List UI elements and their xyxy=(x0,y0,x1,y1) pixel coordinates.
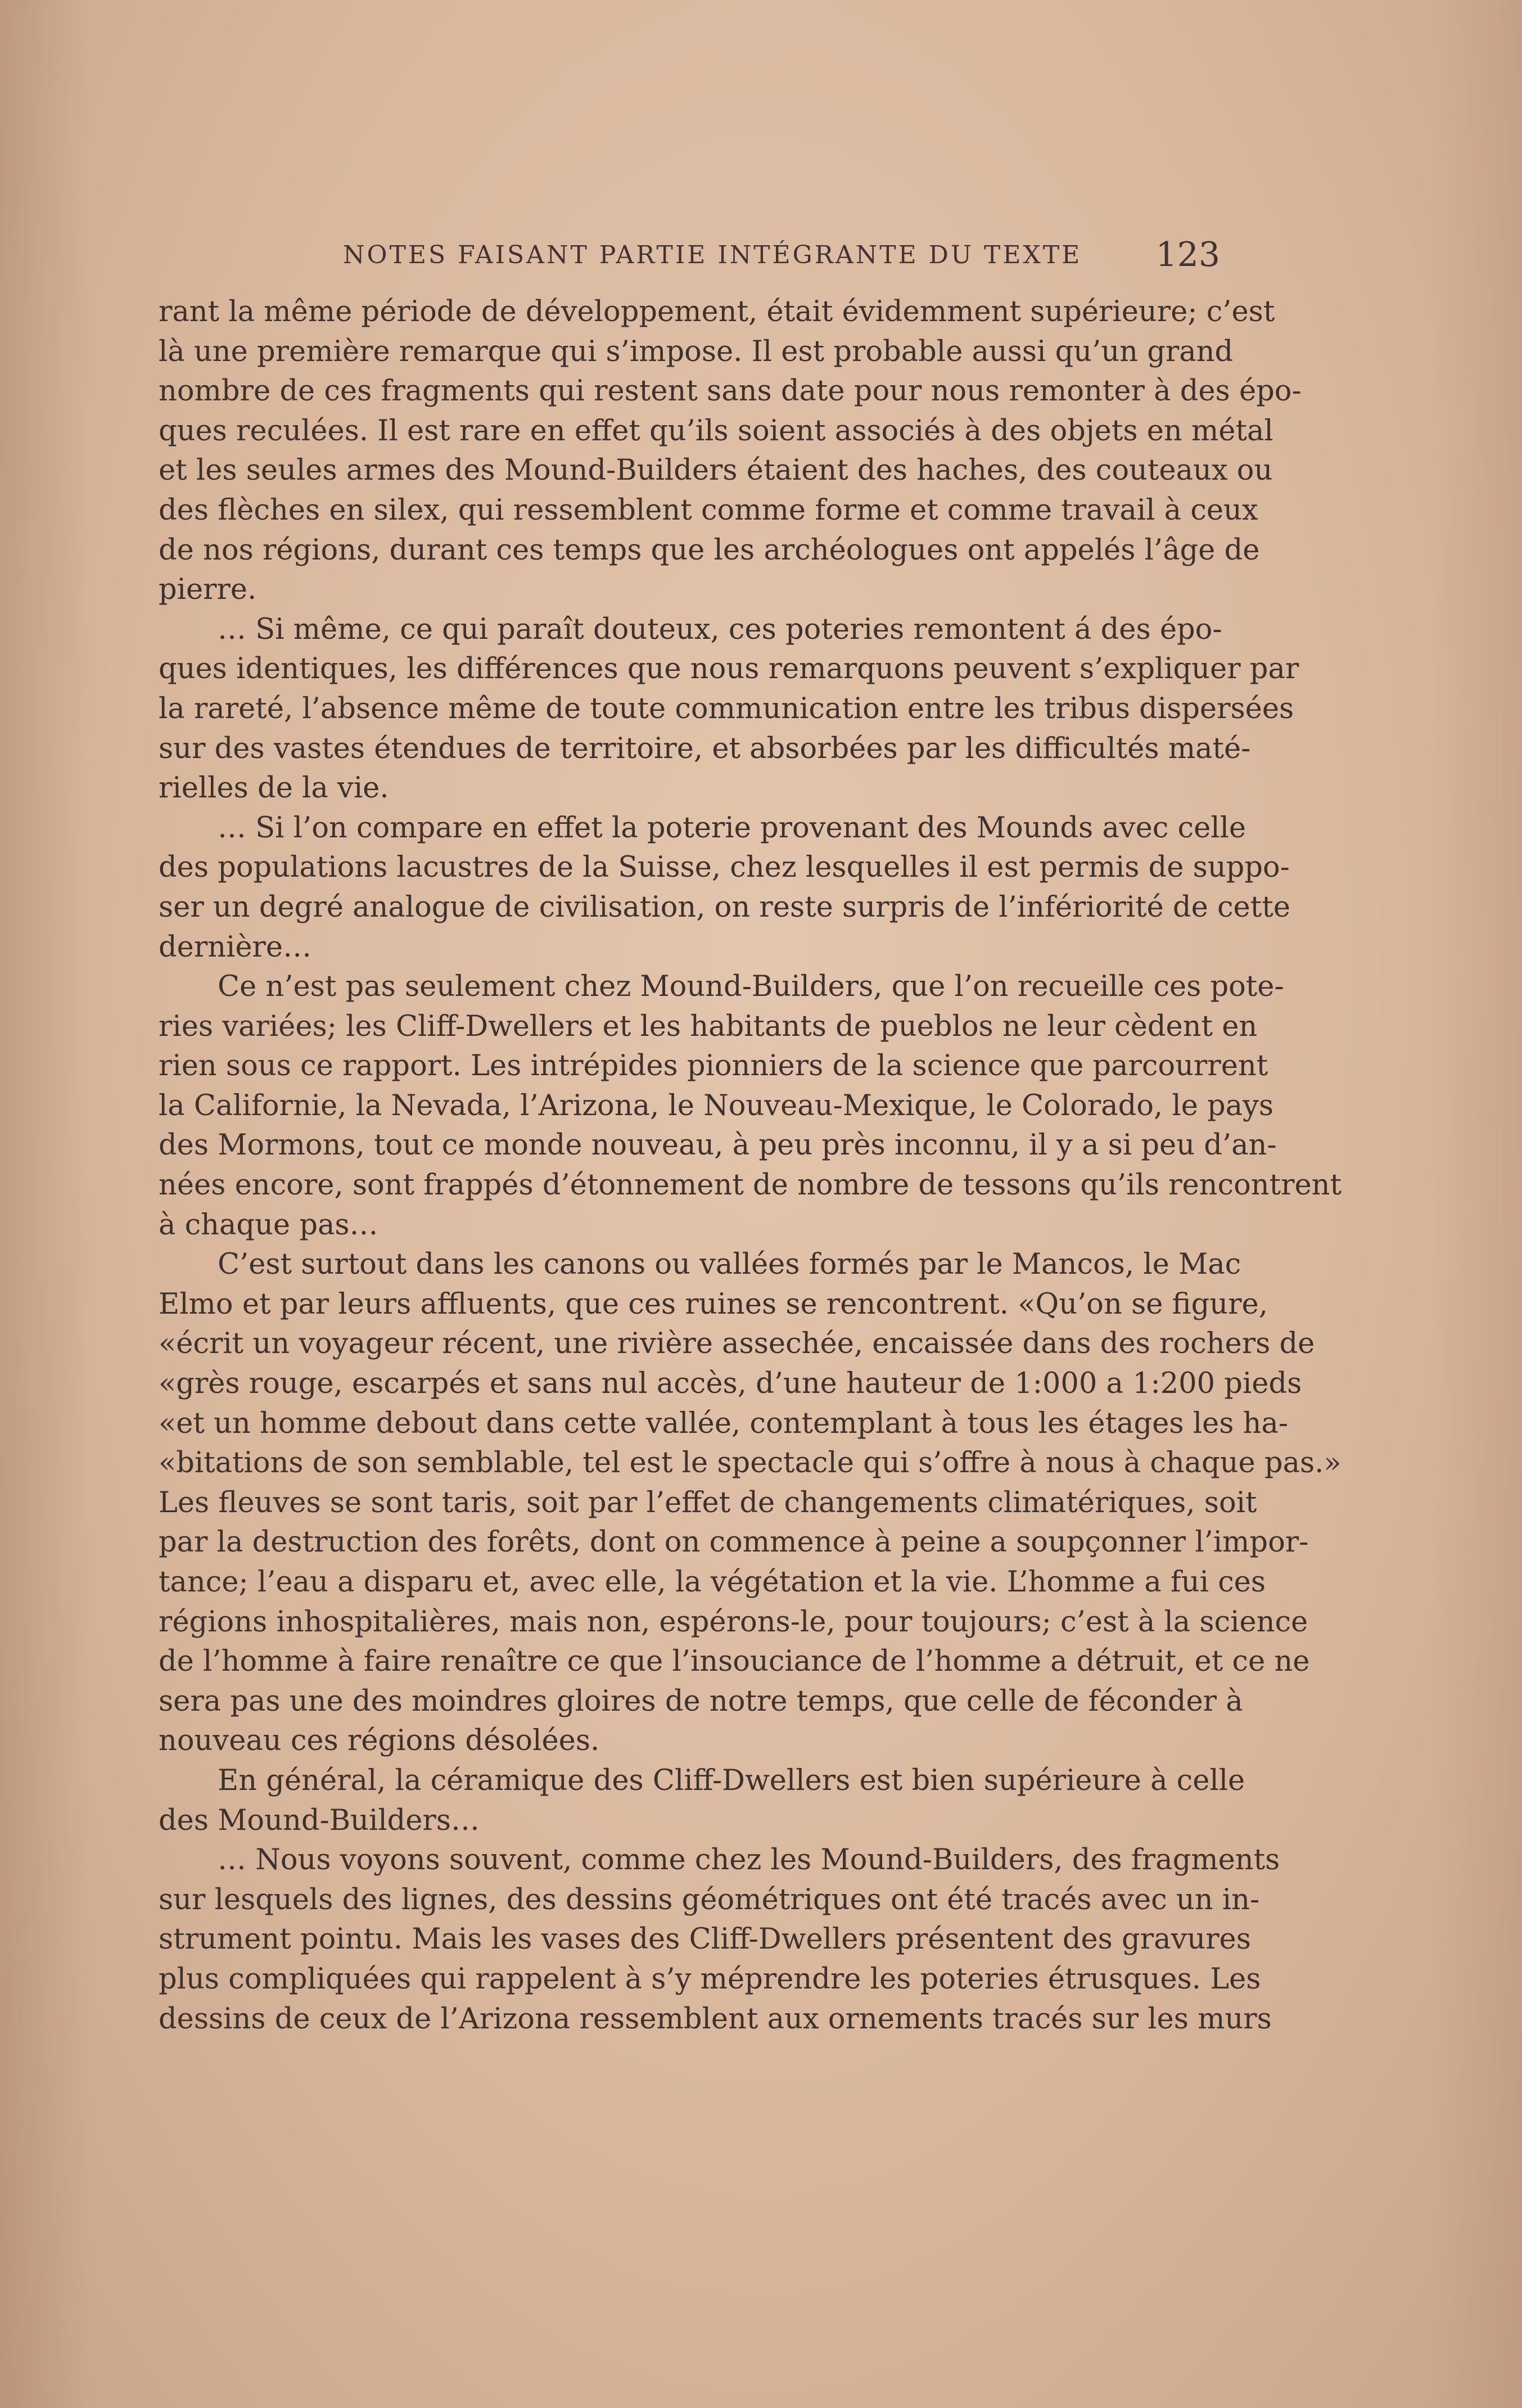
text-line: pierre. xyxy=(159,573,257,607)
text-line: ser un degré analogue de civilisation, on reste surpris de l’infériorité de cette xyxy=(159,890,1290,924)
text-line: Elmo et par leurs affluents, que ces ruines se rencontrent. «Qu’on se figure, xyxy=(159,1287,1268,1321)
text-line: nombre de ces fragments qui restent sans date pour nous remonter à des épo- xyxy=(159,375,1302,408)
text-line: … Si l’on compare en effet la poterie provenant des Mounds avec celle xyxy=(218,811,1246,845)
body-text xyxy=(159,292,1342,2039)
text-line: tance; l’eau a disparu et, avec elle, la végétation et la vie. L’homme a fui ces xyxy=(159,1566,1266,1599)
text-line: là une première remarque qui s’impose. Il est probable aussi qu’un grand xyxy=(159,335,1234,368)
text-line: Les fleuves se sont taris, soit par l’effet de changements climatériques, soit xyxy=(159,1486,1257,1519)
text-line: dessins de ceux de l’Arizona ressemblent aux ornements tracés sur les murs xyxy=(159,2002,1272,2036)
text-line: «et un homme debout dans cette vallée, contemplant à tous les étages les ha- xyxy=(159,1406,1289,1440)
text-line: rien sous ce rapport. Les intrépides pionniers de la science que parcourrent xyxy=(159,1049,1268,1083)
text-line: … Nous voyons souvent, comme chez les Mound-Builders, des fragments xyxy=(218,1843,1280,1877)
text-line: ries variées; les Cliff-Dwellers et les habitants de pueblos ne leur cèdent en xyxy=(159,1009,1258,1043)
page-header xyxy=(157,235,1226,280)
text-line: C’est surtout dans les canons ou vallées formés par le Mancos, le Mac xyxy=(218,1248,1241,1282)
text-line: En général, la céramique des Cliff-Dwellers est bien supérieure à celle xyxy=(218,1764,1245,1797)
text-line: de l’homme à faire renaître ce que l’insouciance de l’homme a détruit, et ce ne xyxy=(159,1645,1310,1679)
text-line: à chaque pas… xyxy=(159,1208,378,1242)
text-line: régions inhospitalières, mais non, espérons-le, pour toujours; c’est à la science xyxy=(159,1605,1308,1639)
text-line: «bitations de son semblable, tel est le spectacle qui s’offre à nous à chaque pas.» xyxy=(159,1446,1342,1480)
text-line: … Si même, ce qui paraît douteux, ces poteries remontent á des épo- xyxy=(218,612,1222,646)
text-line: de nos régions, durant ces temps que les archéologues ont appelés l’âge de xyxy=(159,533,1260,567)
text-line: des populations lacustres de la Suisse, chez lesquelles il est permis de suppo- xyxy=(159,851,1290,885)
text-line: rielles de la vie. xyxy=(159,772,389,805)
text-line: Ce n’est pas seulement chez Mound-Builders, que l’on recueille ces pote- xyxy=(218,970,1284,1004)
text-line: plus compliquées qui rappelent à s’y méprendre les poteries étrusques. Les xyxy=(159,1962,1261,1996)
text-line: la rareté, l’absence même de toute communication entre les tribus dispersées xyxy=(159,692,1294,725)
running-title: NOTES FAISANT PARTIE INTÉGRANTE DU TEXTE xyxy=(343,241,1082,269)
text-line: sur lesquels des lignes, des dessins géométriques ont été tracés avec un in- xyxy=(159,1883,1260,1917)
text-line: ques identiques, les différences que nous remarquons peuvent s’expliquer par xyxy=(159,652,1299,686)
text-line: des flèches en silex, qui ressemblent comme forme et comme travail à ceux xyxy=(159,493,1258,527)
text-line: sur des vastes étendues de territoire, et absorbées par les difficultés maté- xyxy=(159,732,1251,765)
text-line: des Mormons, tout ce monde nouveau, à peu près inconnu, il y a si peu d’an- xyxy=(159,1129,1277,1162)
text-line: et les seules armes des Mound-Builders étaient des haches, des couteaux ou xyxy=(159,454,1273,488)
text-line: par la destruction des forêts, dont on commence à peine a soupçonner l’impor- xyxy=(159,1526,1309,1559)
text-line: sera pas une des moindres gloires de notre temps, que celle de féconder à xyxy=(159,1684,1243,1718)
text-line: rant la même période de développement, était évidemment supérieure; c’est xyxy=(159,295,1275,328)
text-line: nées encore, sont frappés d’étonnement de nombre de tessons qu’ils rencontrent xyxy=(159,1169,1342,1202)
page-number: 123 xyxy=(1155,235,1220,274)
text-line: dernière… xyxy=(159,930,312,964)
text-line: «grès rouge, escarpés et sans nul accès, d’une hauteur de 1:000 a 1:200 pieds xyxy=(159,1367,1302,1401)
text-line: la Californie, la Nevada, l’Arizona, le Nouveau-Mexique, le Colorado, le pays xyxy=(159,1089,1274,1122)
text-line: «écrit un voyageur récent, une rivière assechée, encaissée dans des rochers de xyxy=(159,1327,1315,1361)
text-line: strument pointu. Mais les vases des Cliff-Dwellers présentent des gravures xyxy=(159,1923,1251,1956)
text-line: des Mound-Builders… xyxy=(159,1803,480,1837)
text-line: nouveau ces régions désolées. xyxy=(159,1724,600,1758)
text-line: ques reculées. Il est rare en effet qu’ils soient associés à des objets en métal xyxy=(159,414,1273,448)
